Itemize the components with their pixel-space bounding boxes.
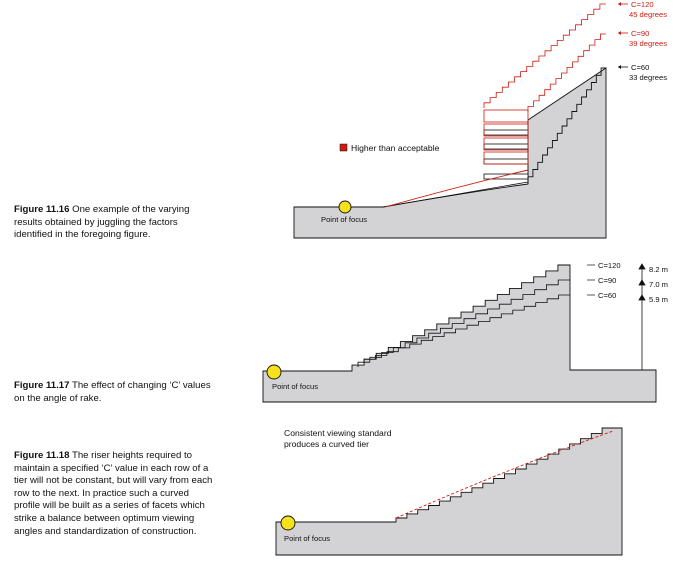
height-dimension <box>639 264 645 370</box>
figure-number: Figure 11.18 <box>14 450 70 461</box>
figure-11-18-diagram <box>276 428 622 555</box>
c90-annotation <box>618 29 667 48</box>
c90-angle: 39 degrees <box>629 39 667 48</box>
figure-11-17-diagram <box>263 261 668 402</box>
caption-text: The riser heights required to maintain a specified ‘C’ value in each row of a tier will not be constant, but will vary from each row to the next. In practice such a curved profile will be built as a series of facets which strike a balance between optimum viewing angles and standardization of construction. <box>14 450 213 537</box>
point-of-focus-label: Point of focus <box>321 215 368 224</box>
height-8-2m: 8.2 m <box>649 265 668 274</box>
c120-label: C=120 <box>598 261 621 270</box>
c60-label: C=60 <box>598 291 617 300</box>
c-value-labels <box>587 261 621 300</box>
height-7-0m: 7.0 m <box>649 280 668 289</box>
c120-label: C=120 <box>631 0 654 9</box>
c120-angle: 45 degrees <box>629 10 667 19</box>
legend-swatch-red <box>340 144 347 151</box>
c60-angle: 33 degrees <box>629 73 667 82</box>
c60-label: C=60 <box>631 63 650 72</box>
red-tier-boxes <box>484 110 528 164</box>
figure-number: Figure 11.17 <box>14 380 70 391</box>
c90-label: C=90 <box>598 276 617 285</box>
point-of-focus-marker <box>339 201 351 213</box>
figure-11-16-diagram <box>294 0 667 238</box>
point-of-focus-label: Point of focus <box>272 382 319 391</box>
figure-number: Figure 11.16 <box>14 204 70 215</box>
point-of-focus-label: Point of focus <box>284 534 331 543</box>
c60-annotation <box>618 63 667 82</box>
note-line-1: Consistent viewing standard <box>284 428 392 438</box>
height-5-9m: 5.9 m <box>649 295 668 304</box>
caption-text: One example of the varying results obtained by juggling the factors identified in the foregoing figure. <box>14 204 190 241</box>
point-of-focus-marker <box>281 516 295 530</box>
stand-section <box>263 265 656 402</box>
legend-label: Higher than acceptable <box>351 143 440 153</box>
point-of-focus-marker <box>267 365 281 379</box>
c120-annotation <box>618 0 667 19</box>
stand-section <box>294 68 606 238</box>
caption-text: The effect of changing ‘C’ values on the angle of rake. <box>14 380 211 404</box>
c90-label: C=90 <box>631 29 650 38</box>
note-line-2: produces a curved tier <box>284 439 370 449</box>
